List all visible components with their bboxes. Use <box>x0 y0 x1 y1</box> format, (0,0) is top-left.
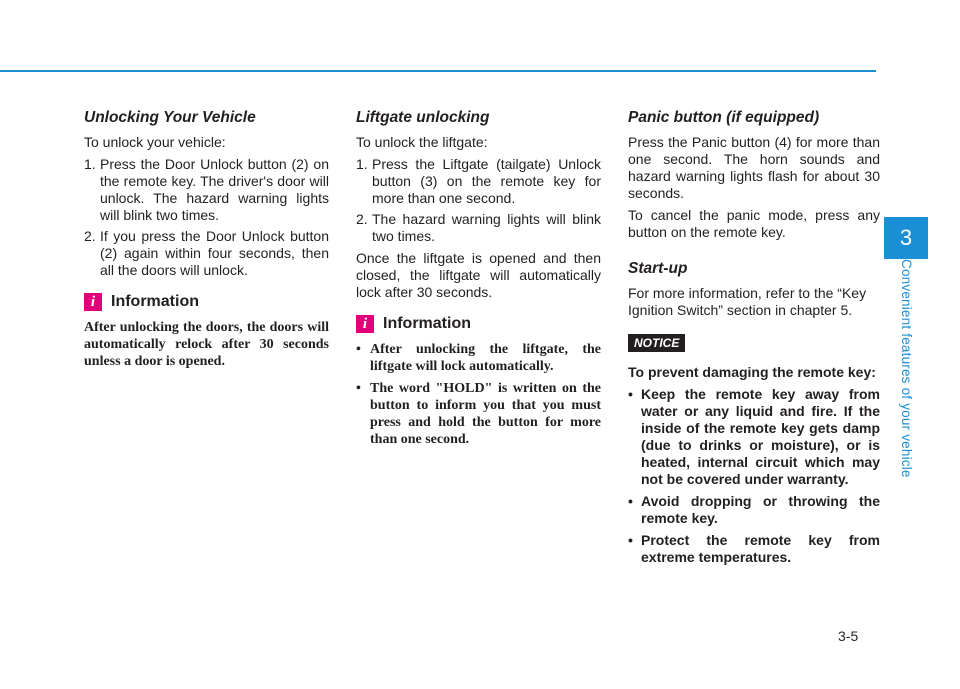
step-number: 2. <box>84 228 96 244</box>
step-text: Press the Liftgate (tailgate) Unlock button (3) on the remote key for more than one second. <box>372 156 601 206</box>
section-heading-liftgate: Liftgate unlocking <box>356 109 490 126</box>
notice-intro: To prevent damaging the remote key: <box>628 364 876 380</box>
chapter-title-text: Convenient features of your vehicle <box>899 259 914 478</box>
intro-text: To unlock your vehicle: <box>84 134 226 150</box>
notice-badge: NOTICE <box>628 334 685 352</box>
list-item: • Avoid dropping or throwing the remote key. <box>628 493 880 527</box>
step-item <box>356 211 601 245</box>
liftgate-paragraph: Once the liftgate is opened and then closed, the liftgate will automatically lock after 30 seconds. <box>356 250 601 300</box>
notice-bullets <box>628 386 880 566</box>
step-text: The hazard warning lights will blink two times. <box>372 211 601 244</box>
section-heading-unlocking: Unlocking Your Vehicle <box>84 109 256 126</box>
intro-text: To unlock the liftgate: <box>356 134 488 150</box>
steps-list <box>84 156 329 279</box>
step-item <box>84 228 329 279</box>
chapter-tab: 3 <box>884 217 928 259</box>
information-header <box>84 293 329 311</box>
page-number: 3-5 <box>838 628 859 644</box>
list-item: • Protect the remote key from extreme temperatures. <box>628 532 880 566</box>
step-item <box>84 156 329 224</box>
information-title: Information <box>111 293 199 310</box>
information-bullets <box>356 341 601 448</box>
list-item: • After unlocking the liftgate, the liftgate will lock automatically. <box>356 341 601 375</box>
information-icon: i <box>356 315 374 333</box>
steps-list <box>356 156 601 245</box>
column-liftgate-unlocking <box>356 108 601 453</box>
panic-paragraph: Press the Panic button (4) for more than one second. The horn sounds and hazard warning lights flash for about 30 seconds. <box>628 134 880 201</box>
step-item <box>356 156 601 207</box>
information-header <box>356 315 601 333</box>
information-title: Information <box>383 315 471 332</box>
step-number: 1. <box>84 156 96 172</box>
step-number: 1. <box>356 156 368 172</box>
information-icon: i <box>84 293 102 311</box>
column-panic-startup <box>628 108 880 571</box>
column-unlocking-vehicle <box>84 108 329 375</box>
step-text: If you press the Door Unlock button (2) again within four seconds, then all the doors will unlock. <box>100 228 329 278</box>
section-heading-startup: Start-up <box>628 260 688 277</box>
step-text: Press the Door Unlock button (2) on the remote key. The driver's door will unlock. The hazard warning lights will blink two times. <box>100 156 329 223</box>
step-number: 2. <box>356 211 368 227</box>
header-rule <box>0 70 876 72</box>
startup-paragraph: For more information, refer to the “Key Ignition Switch” section in chapter 5. <box>628 285 867 318</box>
list-item: • The word "HOLD" is written on the button to inform you that you must press and hold the button for more than one second. <box>356 380 601 448</box>
information-body: After unlocking the doors, the doors will automatically relock after 30 seconds unless a door is opened. <box>84 320 329 369</box>
section-heading-panic: Panic button (if equipped) <box>628 109 820 126</box>
panic-cancel-paragraph: To cancel the panic mode, press any button on the remote key. <box>628 207 880 240</box>
list-item: • Keep the remote key away from water or any liquid and fire. If the inside of the remote key gets damp (due to drinks or moisture), or is heated, internal circuit which may not be covered under warranty. <box>628 386 880 488</box>
